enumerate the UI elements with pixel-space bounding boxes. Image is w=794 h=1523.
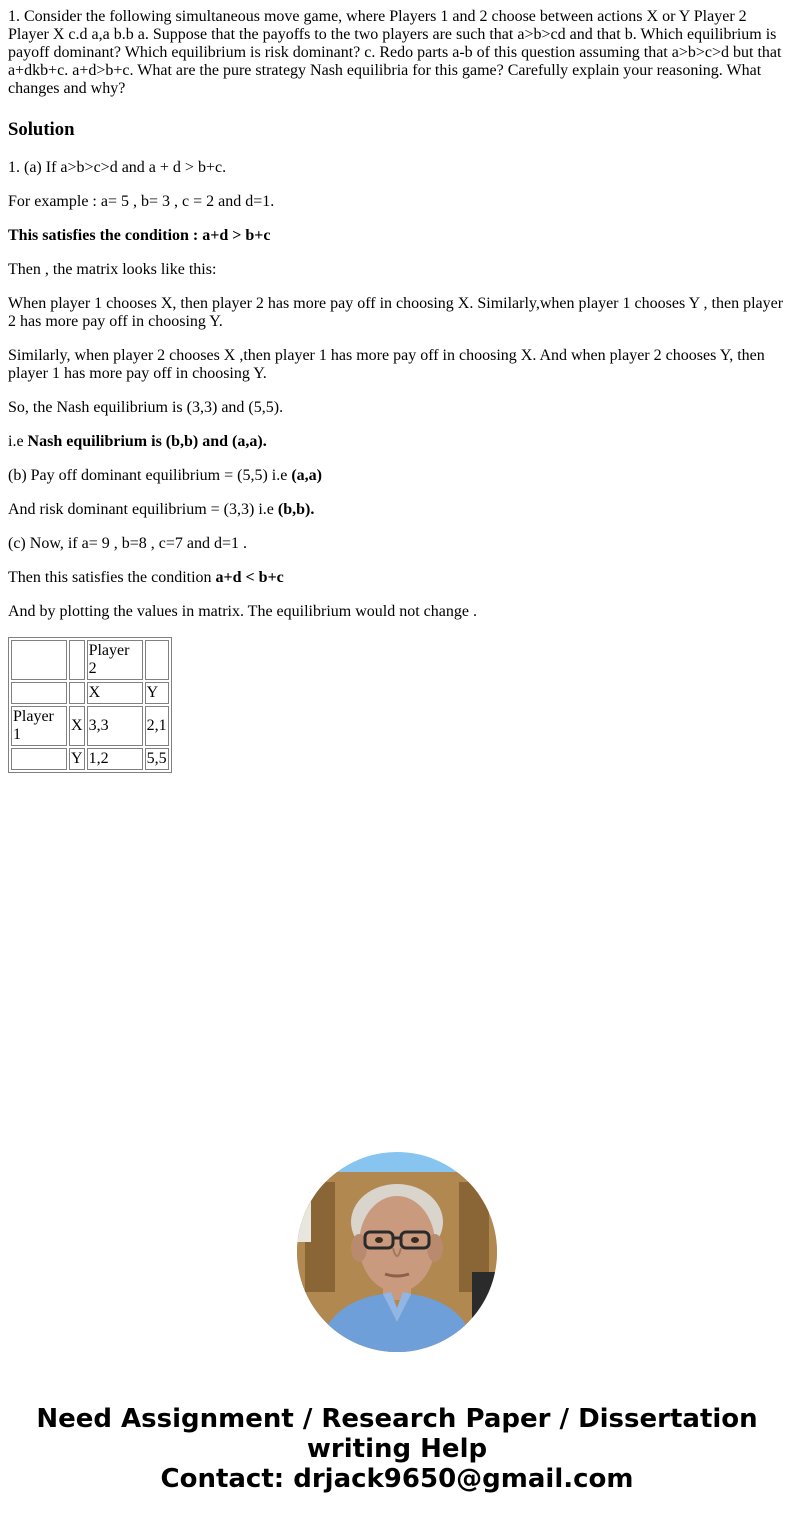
paragraph-prefix: i.e bbox=[8, 433, 28, 450]
risk-dominant-bold: (b,b). bbox=[277, 501, 315, 518]
table-cell: Player 1 bbox=[11, 706, 67, 746]
solution-paragraph: (c) Now, if a= 9 , b=8 , c=7 and d=1 . bbox=[8, 535, 247, 552]
portrait-illustration bbox=[297, 1152, 497, 1352]
table-row bbox=[11, 748, 169, 770]
paragraph-prefix: And risk dominant equilibrium = (3,3) i.e bbox=[8, 501, 278, 518]
paragraph-prefix: Then this satisfies the condition bbox=[8, 569, 216, 586]
table-cell: Y bbox=[69, 748, 85, 770]
footer-help-line: Need Assignment / Research Paper / Dissertation writing Help bbox=[36, 1404, 758, 1464]
solution-paragraph bbox=[8, 569, 786, 587]
solution-paragraph: Then , the matrix looks like this: bbox=[8, 261, 217, 278]
solution-paragraph bbox=[8, 501, 786, 519]
table-row bbox=[11, 682, 169, 704]
table-cell: 2,1 bbox=[145, 706, 169, 746]
nash-equilibrium-bold: Nash equilibrium is (b,b) and (a,a). bbox=[27, 433, 267, 450]
solution-paragraph-bold bbox=[8, 227, 786, 245]
footer-contact-line: Contact: drjack9650@gmail.com bbox=[160, 1464, 634, 1494]
table-cell: X bbox=[69, 706, 85, 746]
table-cell bbox=[11, 682, 67, 704]
table-cell bbox=[69, 640, 85, 680]
question-text: 1. Consider the following simultaneous move game, where Players 1 and 2 choose between actions X or Y Player 2 Player X c.d a,a b.b a. Suppose that the payoffs to the two players are such that a>b>cd and that b. Which equilibrium is payoff dominant? Which equilibrium is risk dominant? c. Redo parts a-b of this question assuming that a>b>c>d but that a+dkb+c. a+d>b+c. What are the pure strategy Nash equilibria for this game? Carefully explain your reasoning. What changes and why? bbox=[8, 8, 782, 97]
table-cell bbox=[11, 748, 67, 770]
table-cell bbox=[11, 640, 67, 680]
table-cell bbox=[145, 640, 169, 680]
condition-bold-text: a+d < b+c bbox=[215, 569, 284, 586]
solution-paragraph bbox=[8, 467, 786, 485]
table-cell: Player 2 bbox=[87, 640, 143, 680]
table-row bbox=[11, 640, 169, 680]
solution-heading: Solution bbox=[8, 119, 75, 140]
solution-paragraph: Similarly, when player 2 chooses X ,then player 1 has more pay off in choosing X. And when player 2 chooses Y, then player 1 has more pay off in choosing Y. bbox=[8, 347, 765, 382]
table-cell bbox=[69, 682, 85, 704]
footer-banner bbox=[0, 1404, 794, 1494]
paragraph-prefix: (b) Pay off dominant equilibrium = (5,5) i.e bbox=[8, 467, 292, 484]
tutor-portrait-photo bbox=[297, 1152, 497, 1352]
condition-bold-text: This satisfies the condition : a+d > b+c bbox=[8, 227, 271, 244]
payoff-matrix-table bbox=[8, 637, 172, 773]
table-cell: X bbox=[87, 682, 143, 704]
solution-paragraph: And by plotting the values in matrix. The equilibrium would not change . bbox=[8, 603, 477, 620]
solution-paragraph: 1. (a) If a>b>c>d and a + d > b+c. bbox=[8, 159, 227, 176]
document-body bbox=[8, 8, 786, 773]
payoff-dominant-bold: (a,a) bbox=[291, 467, 322, 484]
table-cell: 3,3 bbox=[87, 706, 143, 746]
table-cell: 1,2 bbox=[87, 748, 143, 770]
solution-paragraph: So, the Nash equilibrium is (3,3) and (5,5). bbox=[8, 399, 284, 416]
solution-paragraph: When player 1 chooses X, then player 2 has more pay off in choosing X. Similarly,when player 1 chooses Y , then player 2 has more pay off in choosing Y. bbox=[8, 295, 784, 330]
table-cell: 5,5 bbox=[145, 748, 169, 770]
table-cell: Y bbox=[145, 682, 169, 704]
table-row bbox=[11, 706, 169, 746]
solution-paragraph bbox=[8, 433, 786, 451]
solution-paragraph: For example : a= 5 , b= 3 , c = 2 and d=1. bbox=[8, 193, 275, 210]
